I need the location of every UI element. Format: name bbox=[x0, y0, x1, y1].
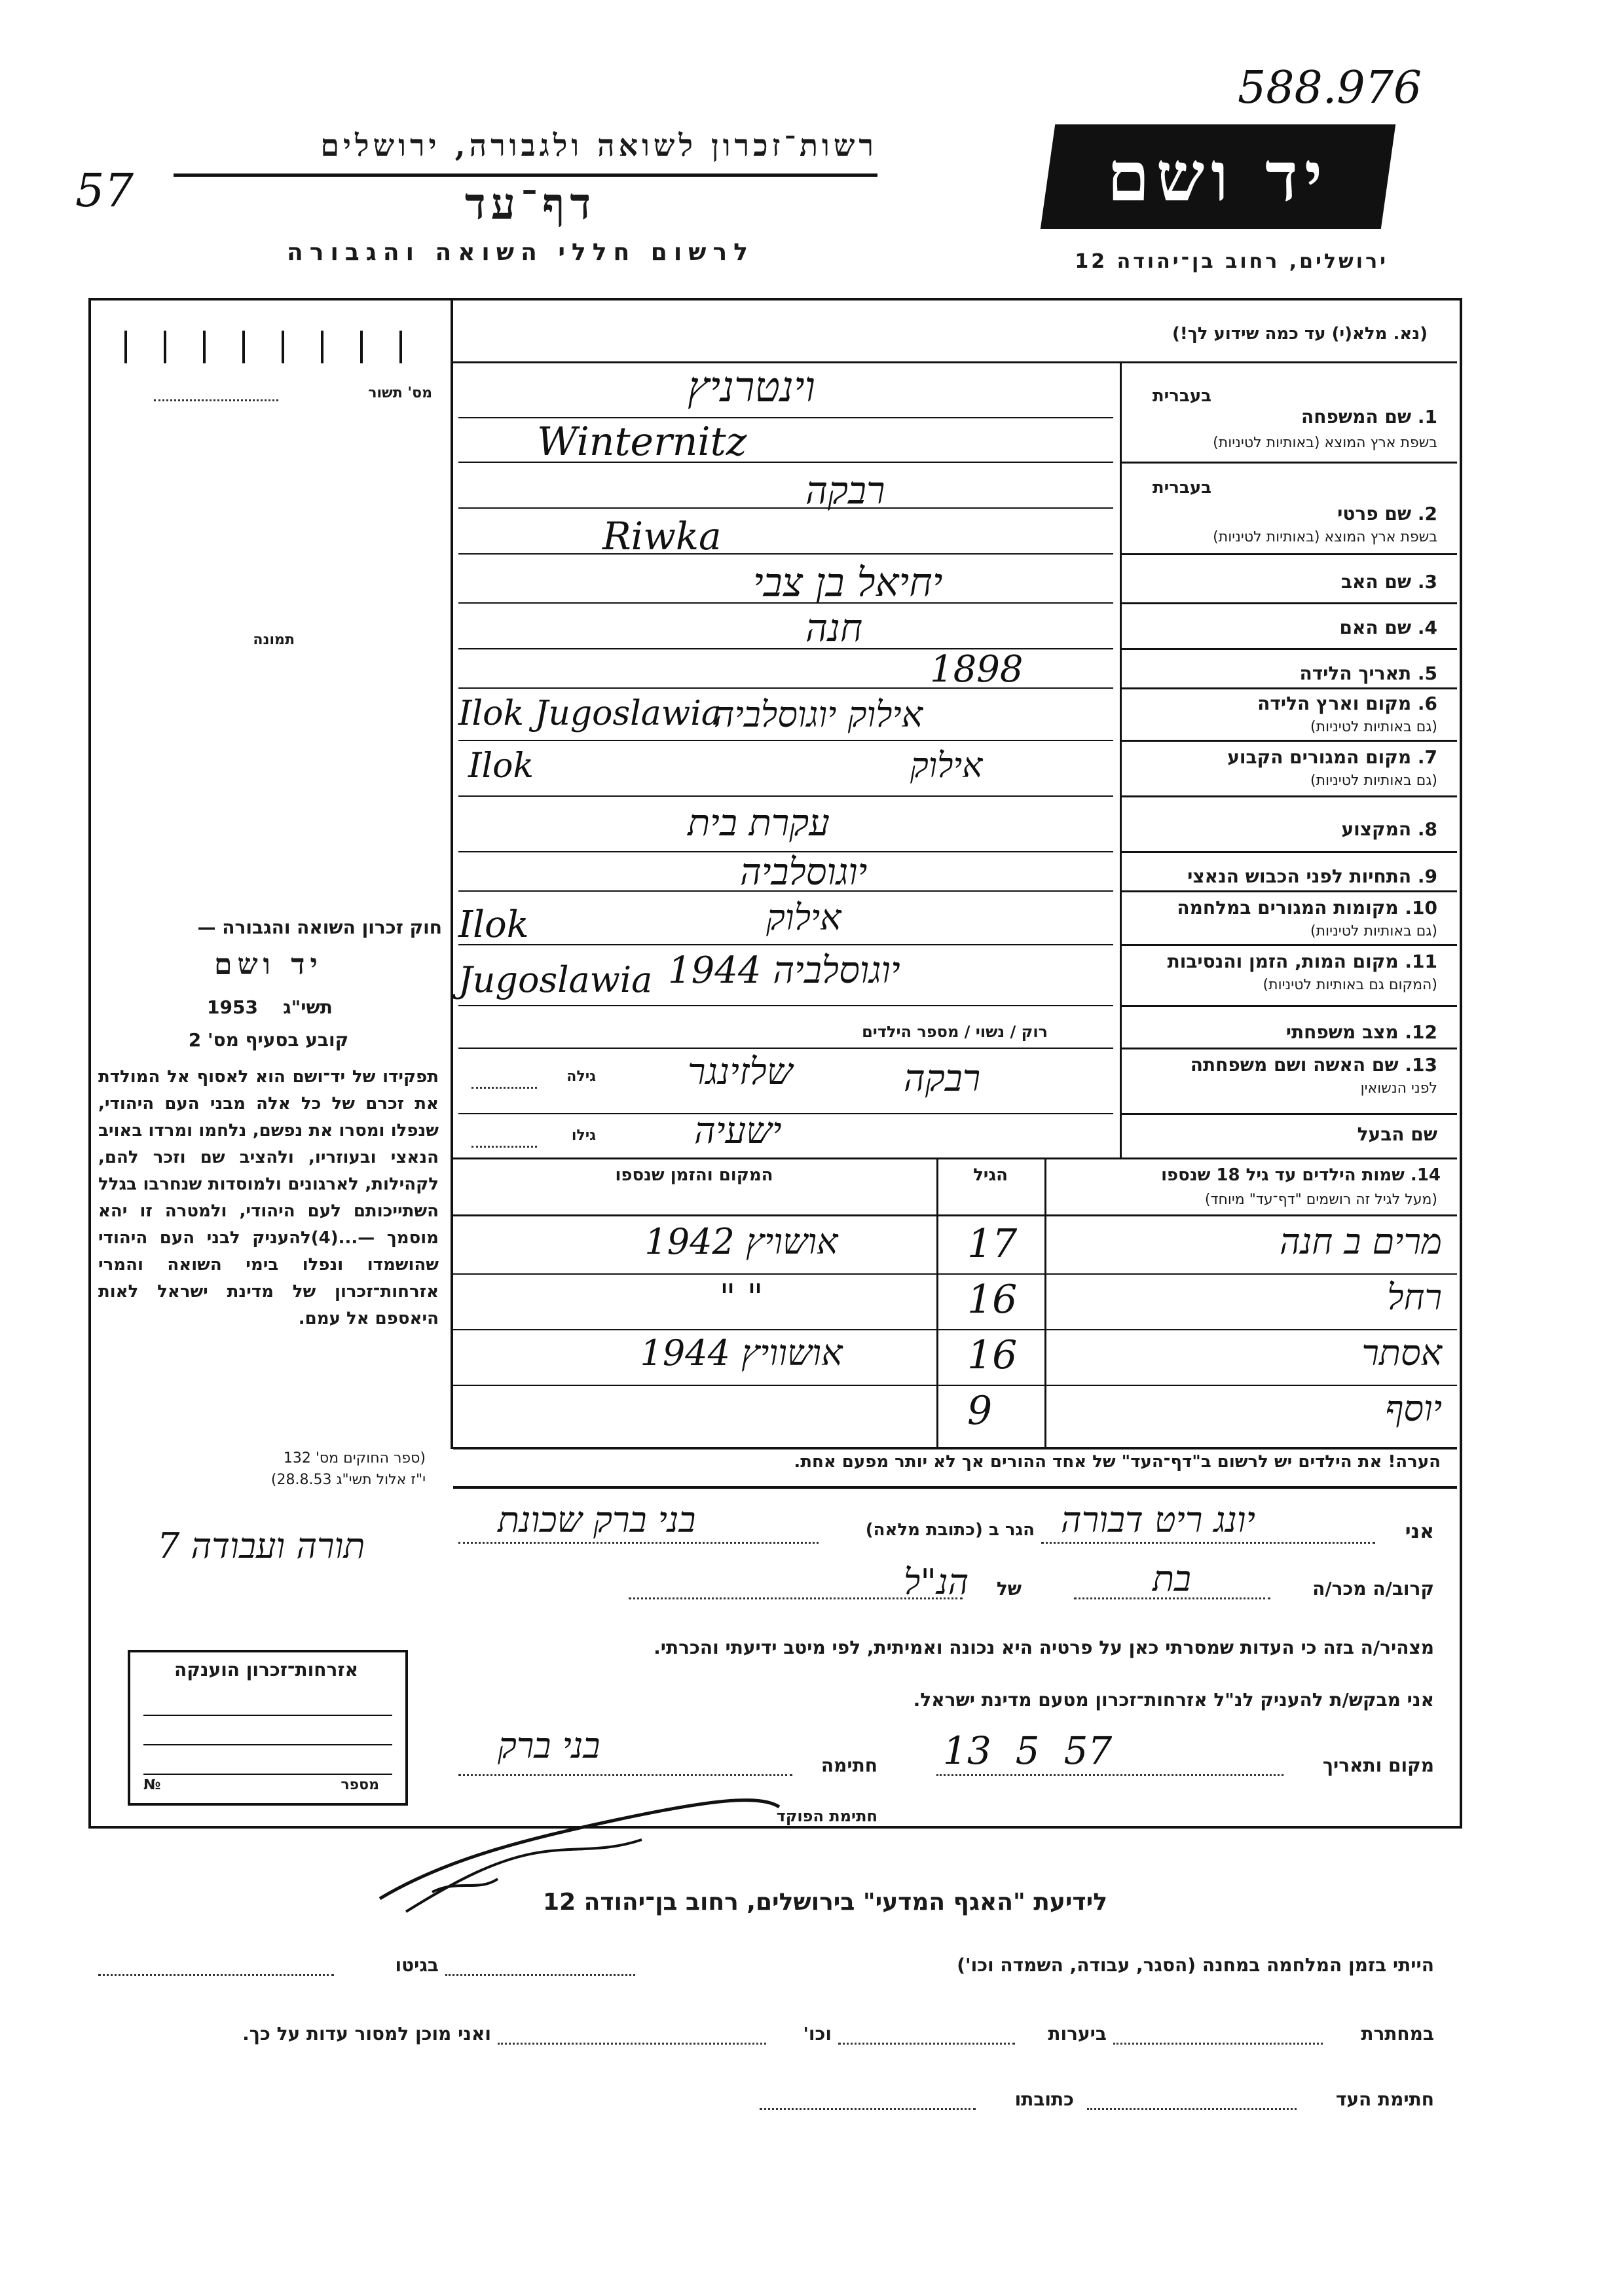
value-relation-of: הנ"ל bbox=[904, 1561, 969, 1603]
law-footnote-2: י"ז אלול תשי"ג 28.8.53) bbox=[270, 1472, 426, 1488]
of-label: של bbox=[996, 1578, 1022, 1599]
signature-label: חתימה bbox=[821, 1755, 877, 1776]
footer-line2-dots-b bbox=[838, 2043, 1015, 2045]
child-name: אסתר bbox=[1361, 1332, 1442, 1374]
honorary-number-label: מספר bbox=[341, 1777, 379, 1793]
value-mother: חנה bbox=[805, 606, 863, 650]
declarant-address-label: הגר ב (כתובת מלאה) bbox=[865, 1520, 1035, 1540]
field-label-marital: 12. מצב משפחתי bbox=[1285, 1021, 1437, 1043]
wife-age-line bbox=[471, 1087, 537, 1089]
footer-line3-b: כתובתו bbox=[1014, 2088, 1074, 2110]
field-label-wife: 13. שם האשה ושם משפחתה bbox=[1190, 1054, 1437, 1076]
row-sep bbox=[1122, 851, 1457, 853]
value-birth-place-hebrew: אילוק יוגוסלביה bbox=[714, 694, 923, 735]
field-label-birth-place: 6. מקום וארץ הלידה bbox=[1257, 693, 1437, 714]
remark-rule-bottom bbox=[453, 1486, 1457, 1489]
value-wartime-place-hebrew: אילוק bbox=[766, 897, 841, 938]
child-place: " " bbox=[719, 1277, 764, 1318]
photo-label: תמונה bbox=[253, 632, 295, 648]
children-note: (מעל לגיל זה רושמים "דף־עד" מיוחד) bbox=[1204, 1192, 1437, 1208]
officer-signature-label: חתימת הפוקד bbox=[776, 1807, 877, 1825]
field-note-first-name: בשפת ארץ המוצא (באותיות לטיניות) bbox=[1213, 529, 1437, 545]
receipt-ticks bbox=[124, 331, 419, 363]
honorary-box bbox=[128, 1650, 408, 1806]
value-surname-hebrew: וינטרניץ bbox=[688, 363, 815, 412]
law-text: תפקידו של יד־ושם הוא לאסוף אל המולדת את זכרם של כל אלה מבני העם היהודי, שנפלו ומסרו את נפשם, נלחמו ומרדו באויב הנאצי ובעוזריו, ולהציב שם וזכר להם, לקהילות, לארגונים ולמוסדות שנחרבו בגלל השתייכותם לעם היהודי, ולמטרה זו יהא מוסמך —...(4)להעניק לבני העם היהודי שהושמדו ונפלו בימי השואה והמרי אזרחות־זכרון של מדינת ישראל לאות היאספם אל עמם. bbox=[98, 1067, 439, 1328]
children-header-rule bbox=[453, 1214, 1457, 1216]
declarant-address-line bbox=[458, 1542, 819, 1544]
child-name: רחל bbox=[1387, 1277, 1442, 1318]
marital-options: רוק / נשוי / מספר הילדים bbox=[862, 1023, 1048, 1041]
remark-rule-top bbox=[453, 1447, 1457, 1449]
row-sep bbox=[1122, 740, 1457, 742]
row-sep bbox=[1122, 795, 1457, 797]
form-subtitle: לרשום חללי השואה והגבורה bbox=[287, 239, 754, 266]
row-sep bbox=[1122, 1005, 1457, 1007]
value-line bbox=[458, 553, 1113, 555]
footer-line1-b: בגיטו bbox=[395, 1954, 439, 1976]
child-age: 16 bbox=[967, 1332, 1018, 1378]
table-row bbox=[453, 1329, 1457, 1386]
signature-line bbox=[458, 1774, 792, 1776]
footer-line2-dots-c bbox=[498, 2043, 766, 2045]
value-line bbox=[458, 795, 1113, 797]
field-note-residence: (גם באותיות לטיניות) bbox=[1310, 773, 1437, 789]
field-note-death: (המקום גם באותיות לטיניות) bbox=[1263, 977, 1437, 993]
table-row bbox=[453, 1273, 1457, 1330]
law-year-heb: תשי"ג bbox=[283, 996, 333, 1018]
value-surname-latin: Winternitz bbox=[537, 419, 747, 465]
child-name: יוסף bbox=[1385, 1388, 1442, 1429]
value-line bbox=[458, 507, 1113, 509]
receipt-label: מס' תשור bbox=[368, 385, 432, 401]
table-row bbox=[453, 1385, 1457, 1444]
child-place: אושוויץ 1944 bbox=[640, 1332, 843, 1374]
place-header: המקום והזמן שנספו bbox=[615, 1165, 773, 1185]
field-label-death: 11. מקום המות, הזמן והנסיבות bbox=[1167, 951, 1437, 972]
table-row bbox=[453, 1218, 1457, 1275]
value-place: בני ברק bbox=[498, 1725, 600, 1766]
receipt-line bbox=[154, 399, 278, 401]
field-label-surname: 1. שם המשפחה bbox=[1301, 406, 1437, 428]
field-note-wartime-residence: (גם באותיות לטיניות) bbox=[1310, 923, 1437, 939]
hebrew-tag-2: בעברית bbox=[1152, 478, 1211, 498]
declarant-prefix: אני bbox=[1405, 1520, 1434, 1543]
footer-line3-dots-b bbox=[760, 2108, 976, 2110]
child-age: 16 bbox=[967, 1277, 1018, 1322]
value-father: יחיאל בן צבי bbox=[753, 560, 943, 606]
row-sep bbox=[1122, 944, 1457, 946]
margin-number: 57 bbox=[75, 164, 134, 217]
husband-label: שם הבעל bbox=[1357, 1123, 1437, 1145]
child-place: אושויץ 1942 bbox=[644, 1221, 838, 1262]
value-relation: בת bbox=[1153, 1558, 1191, 1599]
field-label-wartime-residence: 10. מקומות המגורים במלחמה bbox=[1177, 897, 1437, 919]
field-label-before-war: 9. התחיות לפני הכבוש הנאצי bbox=[1187, 866, 1437, 887]
value-husband-name: ישעיה bbox=[694, 1110, 782, 1152]
law-title: חוק זכרון השואה והגבורה — bbox=[197, 917, 442, 938]
request: אני מבקש/ת להעניק לנ"ל אזרחות־זכרון מטעם מדינת ישראל. bbox=[913, 1689, 1434, 1711]
footer-line2-c: וכו' bbox=[803, 2023, 832, 2045]
row-sep bbox=[1122, 648, 1457, 650]
value-declarant-name: יונג ריט דבורה bbox=[1061, 1499, 1255, 1540]
row-sep bbox=[1122, 687, 1457, 689]
value-declarant-address-2: תורה ועבודה 7 bbox=[157, 1525, 365, 1567]
row-sep bbox=[1122, 1113, 1457, 1115]
row-sep bbox=[1122, 890, 1457, 892]
wife-age-label: גילה bbox=[566, 1068, 596, 1085]
value-line bbox=[458, 1005, 1113, 1006]
header-rule bbox=[174, 173, 877, 177]
footer-line2-d: ואני מוכן למסור עדות על כך. bbox=[242, 2023, 491, 2045]
row-sep bbox=[1122, 553, 1457, 555]
value-line bbox=[458, 417, 1113, 418]
law-clause: קובע בסעיף מס' 2 bbox=[188, 1029, 349, 1051]
law-name: יד ושם bbox=[214, 948, 323, 981]
field-note-birth-place: (גם באותיות לטיניות) bbox=[1310, 719, 1437, 735]
relative-label: קרוב/ה מכר/ה bbox=[1312, 1578, 1434, 1599]
instruction: (נא. מלא(י) עד כמה שידוע לך!) bbox=[1172, 324, 1428, 344]
date-line bbox=[936, 1774, 1283, 1776]
value-line bbox=[458, 740, 1113, 741]
row-sep bbox=[1122, 1048, 1457, 1049]
value-residence-hebrew: אילוק bbox=[910, 746, 983, 786]
value-profession: עקרת בית bbox=[688, 802, 830, 845]
footer-line3-a: חתימת העד bbox=[1335, 2088, 1434, 2110]
value-before-war: יוגוסלביה bbox=[740, 851, 868, 894]
label-column-divider bbox=[1120, 363, 1122, 1159]
footer-line2-a: במחתרת bbox=[1361, 2023, 1434, 2045]
value-birth-date: 1898 bbox=[930, 648, 1024, 691]
value-wartime-place: Ilok bbox=[458, 903, 529, 946]
footer-line1-a: הייתי בזמן המלחמה במחנה (הסגר, עבודה, השמדה וכו') bbox=[957, 1954, 1434, 1976]
remark: הערה! את הילדים יש לרשום ב"דף־העד" של אחד ההורים אך לא יותר מפעם אחת. bbox=[794, 1452, 1441, 1472]
row-sep bbox=[1122, 602, 1457, 604]
children-rows bbox=[453, 1218, 1457, 1447]
field-label-birth-date: 5. תאריך הלידה bbox=[1299, 663, 1437, 684]
husband-age-label: גילו bbox=[571, 1127, 596, 1144]
footer-line3-dots-a bbox=[1087, 2108, 1297, 2110]
field-note-surname: בשפת ארץ המוצא (באותיות לטיניות) bbox=[1213, 435, 1437, 451]
value-declarant-address: בני ברק שכונת bbox=[498, 1499, 696, 1540]
value-line bbox=[458, 944, 1113, 945]
child-age: 17 bbox=[967, 1221, 1018, 1267]
footer-line2-b: ביערות bbox=[1048, 2023, 1107, 2045]
row-sep bbox=[1122, 462, 1457, 464]
place-date-label: מקום ותאריך bbox=[1322, 1755, 1434, 1776]
value-line bbox=[458, 1048, 1113, 1049]
field-label-profession: 8. המקצוע bbox=[1341, 818, 1437, 840]
row-sep bbox=[453, 1157, 1457, 1159]
footer-title: לידיעת "האגף המדעי" בירושלים, רחוב בן־יהודה 12 bbox=[543, 1889, 1107, 1916]
field-label-first-name: 2. שם פרטי bbox=[1337, 503, 1437, 524]
footer-line1-dots-2 bbox=[98, 1974, 334, 1976]
authority-heading: רשות־זכרון לשואה ולגבורה, ירושלים bbox=[320, 128, 877, 163]
form-title: דף־עד bbox=[464, 178, 597, 229]
value-wife-maiden: שלזינגר bbox=[688, 1051, 793, 1093]
field-label-mother: 4. שם האם bbox=[1339, 617, 1437, 638]
children-header: 14. שמות הילדים עד גיל 18 שנספו bbox=[1161, 1165, 1441, 1185]
value-first-name-hebrew: רבקה bbox=[805, 468, 885, 513]
footer-line2-dots-a bbox=[1113, 2043, 1323, 2045]
honorary-title: אזרחות־זכרון הוענקה bbox=[174, 1659, 358, 1681]
value-signature-date: 13 5 57 bbox=[943, 1728, 1113, 1773]
document-number: 588.976 bbox=[1238, 62, 1422, 114]
footer-line1-dots bbox=[445, 1974, 635, 1976]
law-year: 1953 bbox=[207, 996, 258, 1018]
field-label-father: 3. שם האב bbox=[1340, 571, 1437, 592]
value-death-detail: יוגוסלביה 1944 bbox=[668, 949, 900, 992]
yad-vashem-address: ירושלים, רחוב בן־יהודה 12 bbox=[1075, 250, 1388, 273]
field-note-wife: לפני הנשואין bbox=[1360, 1080, 1437, 1097]
value-residence: Ilok bbox=[468, 746, 534, 786]
husband-age-line bbox=[471, 1146, 537, 1148]
child-age: 9 bbox=[967, 1388, 993, 1434]
value-death-place: Jugoslawia bbox=[458, 959, 653, 1000]
age-header: הגיל bbox=[973, 1165, 1008, 1185]
field-label-residence: 7. מקום המגורים הקבוע bbox=[1227, 746, 1437, 768]
yad-vashem-logo: יד ושם bbox=[1041, 124, 1395, 229]
hebrew-tag-1: בעברית bbox=[1152, 386, 1211, 406]
declaration: מצהיר/ה בזה כי העדות שמסרתי כאן על פרטיה היא נכונה ואמיתית, לפי מיטב ידיעתי והכרתי. bbox=[654, 1637, 1434, 1658]
value-first-name-latin: Riwka bbox=[602, 514, 722, 558]
declarant-name-line bbox=[1041, 1542, 1375, 1544]
child-name: מרים ב חנה bbox=[1280, 1221, 1442, 1262]
value-wife-name: רבקה bbox=[904, 1057, 981, 1100]
honorary-number-sign: № bbox=[143, 1777, 161, 1793]
value-line bbox=[458, 1113, 1113, 1114]
law-footnote-1: (ספר החוקים מס' 132 bbox=[283, 1450, 426, 1467]
instruction-rule bbox=[453, 361, 1457, 363]
value-birth-place: Ilok Jugoslawia bbox=[458, 694, 722, 733]
